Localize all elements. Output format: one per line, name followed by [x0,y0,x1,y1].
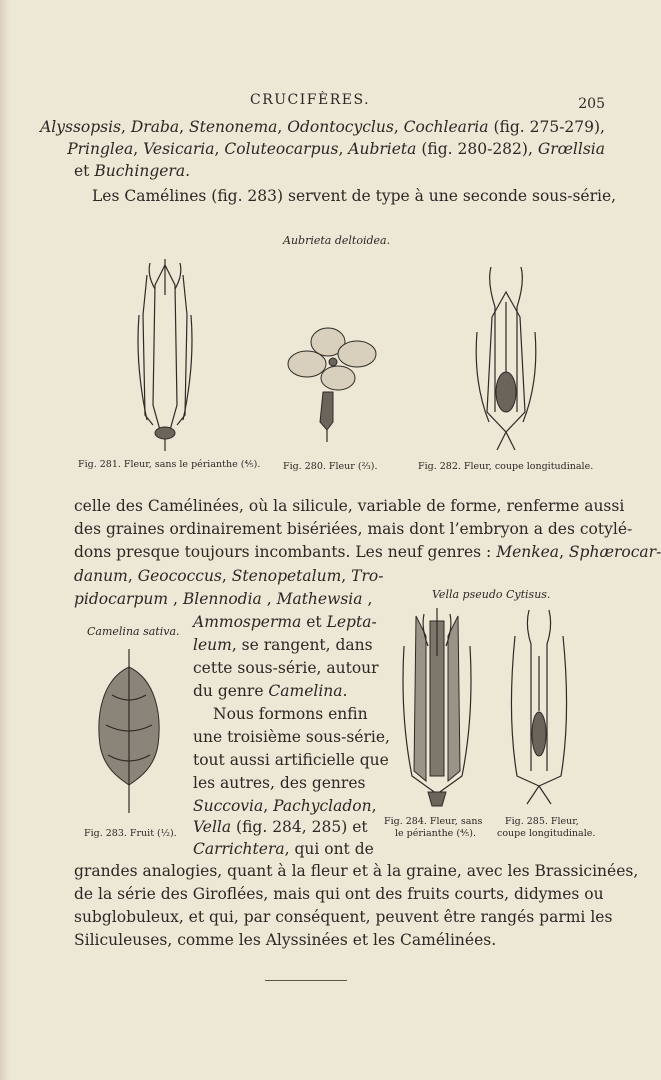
text-line: Vella (fig. 284, 285) et [193,818,368,836]
page-number: 205 [578,96,605,112]
figure-title: Aubrieta deltoidea. [283,234,391,247]
figure-284-flower [396,606,478,811]
text-line: Siliculeuses, comme les Alyssinées et les Camélinées. [74,931,497,949]
figure-caption: coupe longitudinale. [497,828,596,839]
text-line: cette sous-série, autour [193,659,379,677]
text-line: les autres, des genres [193,774,366,792]
text-line: dons presque toujours incombants. Les neuf genres : Menkea, Sphærocar- [74,543,661,561]
figure-caption: Fig. 284. Fleur, sans [384,816,483,827]
running-title: CRUCIFÈRES. [250,92,371,108]
figure-280-flower [285,322,380,447]
text-line: pidocarpum , Blennodia , Mathewsia , [74,590,373,608]
figure-caption: le périanthe (⅘). [395,828,476,839]
text-line: subglobuleux, et qui, par conséquent, peuvent être rangés parmi les [74,908,613,926]
figure-281-flower [125,255,205,455]
section-divider [265,980,347,981]
figure-285-flower-section [503,606,575,808]
text-line: leum, se rangent, dans [193,636,373,654]
figure-caption: Fig. 280. Fleur (⅔). [283,461,378,472]
text-line: grandes analogies, quant à la fleur et à la graine, avec les Brassicinées, [74,862,639,880]
text-line: Pringlea, Vesicaria, Coluteocarpus, Aubrieta (fig. 280-282), Grœllsia [67,140,605,158]
figure-282-flower-section [467,262,545,457]
text-line: du genre Camelina. [193,682,348,700]
page-gutter-shadow [0,0,10,1080]
text-line: Les Camélines (fig. 283) servent de type à une seconde sous-série, [92,187,617,205]
figure-caption: Fig. 285. Fleur, [505,816,579,827]
figure-283-fruit [92,645,167,820]
text-line: tout aussi artificielle que [193,751,389,769]
figure-title: Camelina sativa. [87,625,180,638]
text-line: Succovia, Pachycladon, [193,797,377,815]
text-line: Alyssopsis, Draba, Stenonema, Odontocyclus, Cochlearia (fig. 275-279), [40,118,605,136]
figure-title: Vella pseudo Cytisus. [432,588,551,601]
text-line: des graines ordinairement bisériées, mais dont l’embryon a des cotylé- [74,520,633,538]
figure-caption: Fig. 281. Fleur, sans le périanthe (⅘). [78,459,261,470]
text-line: celle des Camélinées, où la silicule, variable de forme, renferme aussi [74,497,625,515]
text-line: une troisième sous-série, [193,728,390,746]
text-line: et Buchingera. [74,162,191,180]
figure-caption: Fig. 283. Fruit (½). [84,828,177,839]
text-line: Carrichtera, qui ont de [193,840,374,858]
text-line: danum, Geococcus, Stenopetalum, Tro- [74,567,384,585]
text-line: Nous formons enfin [213,705,368,723]
text-line: Ammosperma et Lepta- [193,613,377,631]
figure-caption: Fig. 282. Fleur, coupe longitudinale. [418,461,594,472]
text-line: de la série des Giroflées, mais qui ont des fruits courts, didymes ou [74,885,604,903]
